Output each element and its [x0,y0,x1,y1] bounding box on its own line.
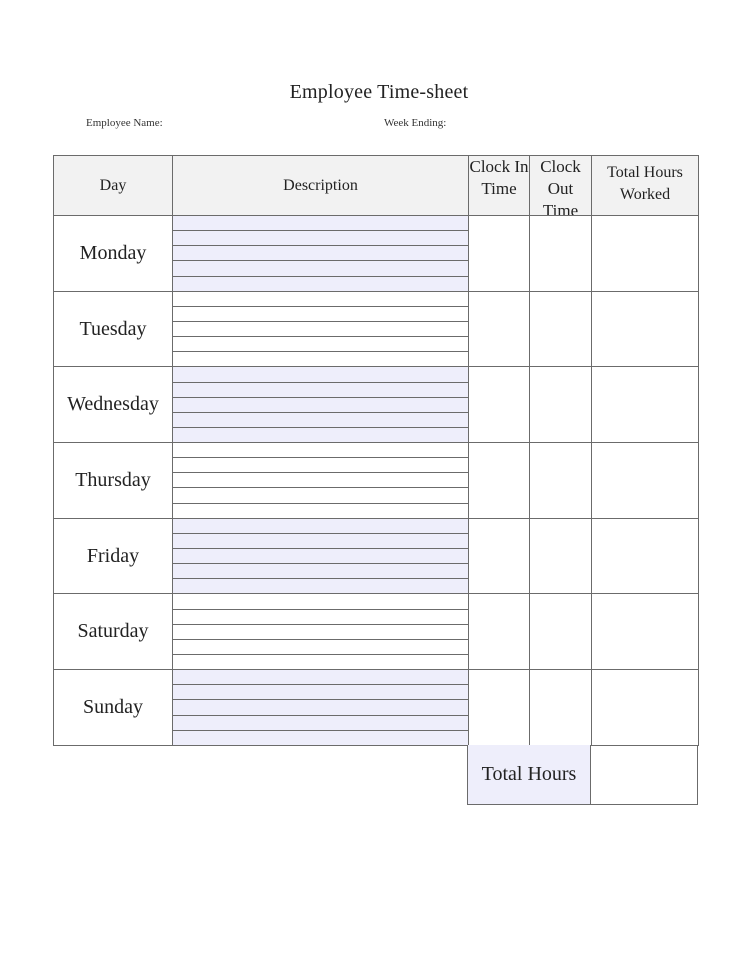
clock-in-cell-saturday[interactable] [469,594,530,670]
week-ending-label: Week Ending: [384,117,447,129]
clock-in-cell-friday[interactable] [469,519,530,595]
total-hours-cell-saturday[interactable] [592,594,699,670]
day-label-sunday: Sunday [54,670,173,746]
total-hours-cell-wednesday[interactable] [592,367,699,443]
header-total-hours-worked: Total Hours Worked [592,156,699,216]
clock-out-cell-wednesday[interactable] [530,367,592,443]
day-label-friday: Friday [54,519,173,595]
description-cell-sunday[interactable] [173,670,469,746]
clock-out-cell-saturday[interactable] [530,594,592,670]
header-day: Day [54,156,173,216]
description-cell-tuesday[interactable] [173,292,469,368]
description-cell-friday[interactable] [173,519,469,595]
clock-out-cell-monday[interactable] [530,216,592,292]
day-label-wednesday: Wednesday [54,367,173,443]
clock-out-cell-sunday[interactable] [530,670,592,746]
page-title: Employee Time-sheet [289,81,469,103]
clock-out-cell-tuesday[interactable] [530,292,592,368]
clock-out-cell-friday[interactable] [530,519,592,595]
clock-in-cell-tuesday[interactable] [469,292,530,368]
header-clock-in: Clock In Time [469,156,530,216]
total-hours-cell-monday[interactable] [592,216,699,292]
total-hours-value-cell[interactable] [591,745,698,805]
description-cell-thursday[interactable] [173,443,469,519]
description-cell-monday[interactable] [173,216,469,292]
description-cell-saturday[interactable] [173,594,469,670]
day-label-saturday: Saturday [54,594,173,670]
header-description: Description [173,156,469,216]
clock-out-cell-thursday[interactable] [530,443,592,519]
total-hours-label: Total Hours [468,745,591,805]
clock-in-cell-wednesday[interactable] [469,367,530,443]
total-hours-row [467,745,698,805]
timesheet-table [53,155,699,746]
clock-in-cell-monday[interactable] [469,216,530,292]
total-hours-cell-sunday[interactable] [592,670,699,746]
header-clock-out: Clock Out Time [530,156,592,216]
clock-in-cell-thursday[interactable] [469,443,530,519]
total-hours-cell-friday[interactable] [592,519,699,595]
day-label-thursday: Thursday [54,443,173,519]
day-label-tuesday: Tuesday [54,292,173,368]
day-label-monday: Monday [54,216,173,292]
total-hours-cell-thursday[interactable] [592,443,699,519]
employee-name-label: Employee Name: [86,117,163,129]
clock-in-cell-sunday[interactable] [469,670,530,746]
description-cell-wednesday[interactable] [173,367,469,443]
total-hours-cell-tuesday[interactable] [592,292,699,368]
